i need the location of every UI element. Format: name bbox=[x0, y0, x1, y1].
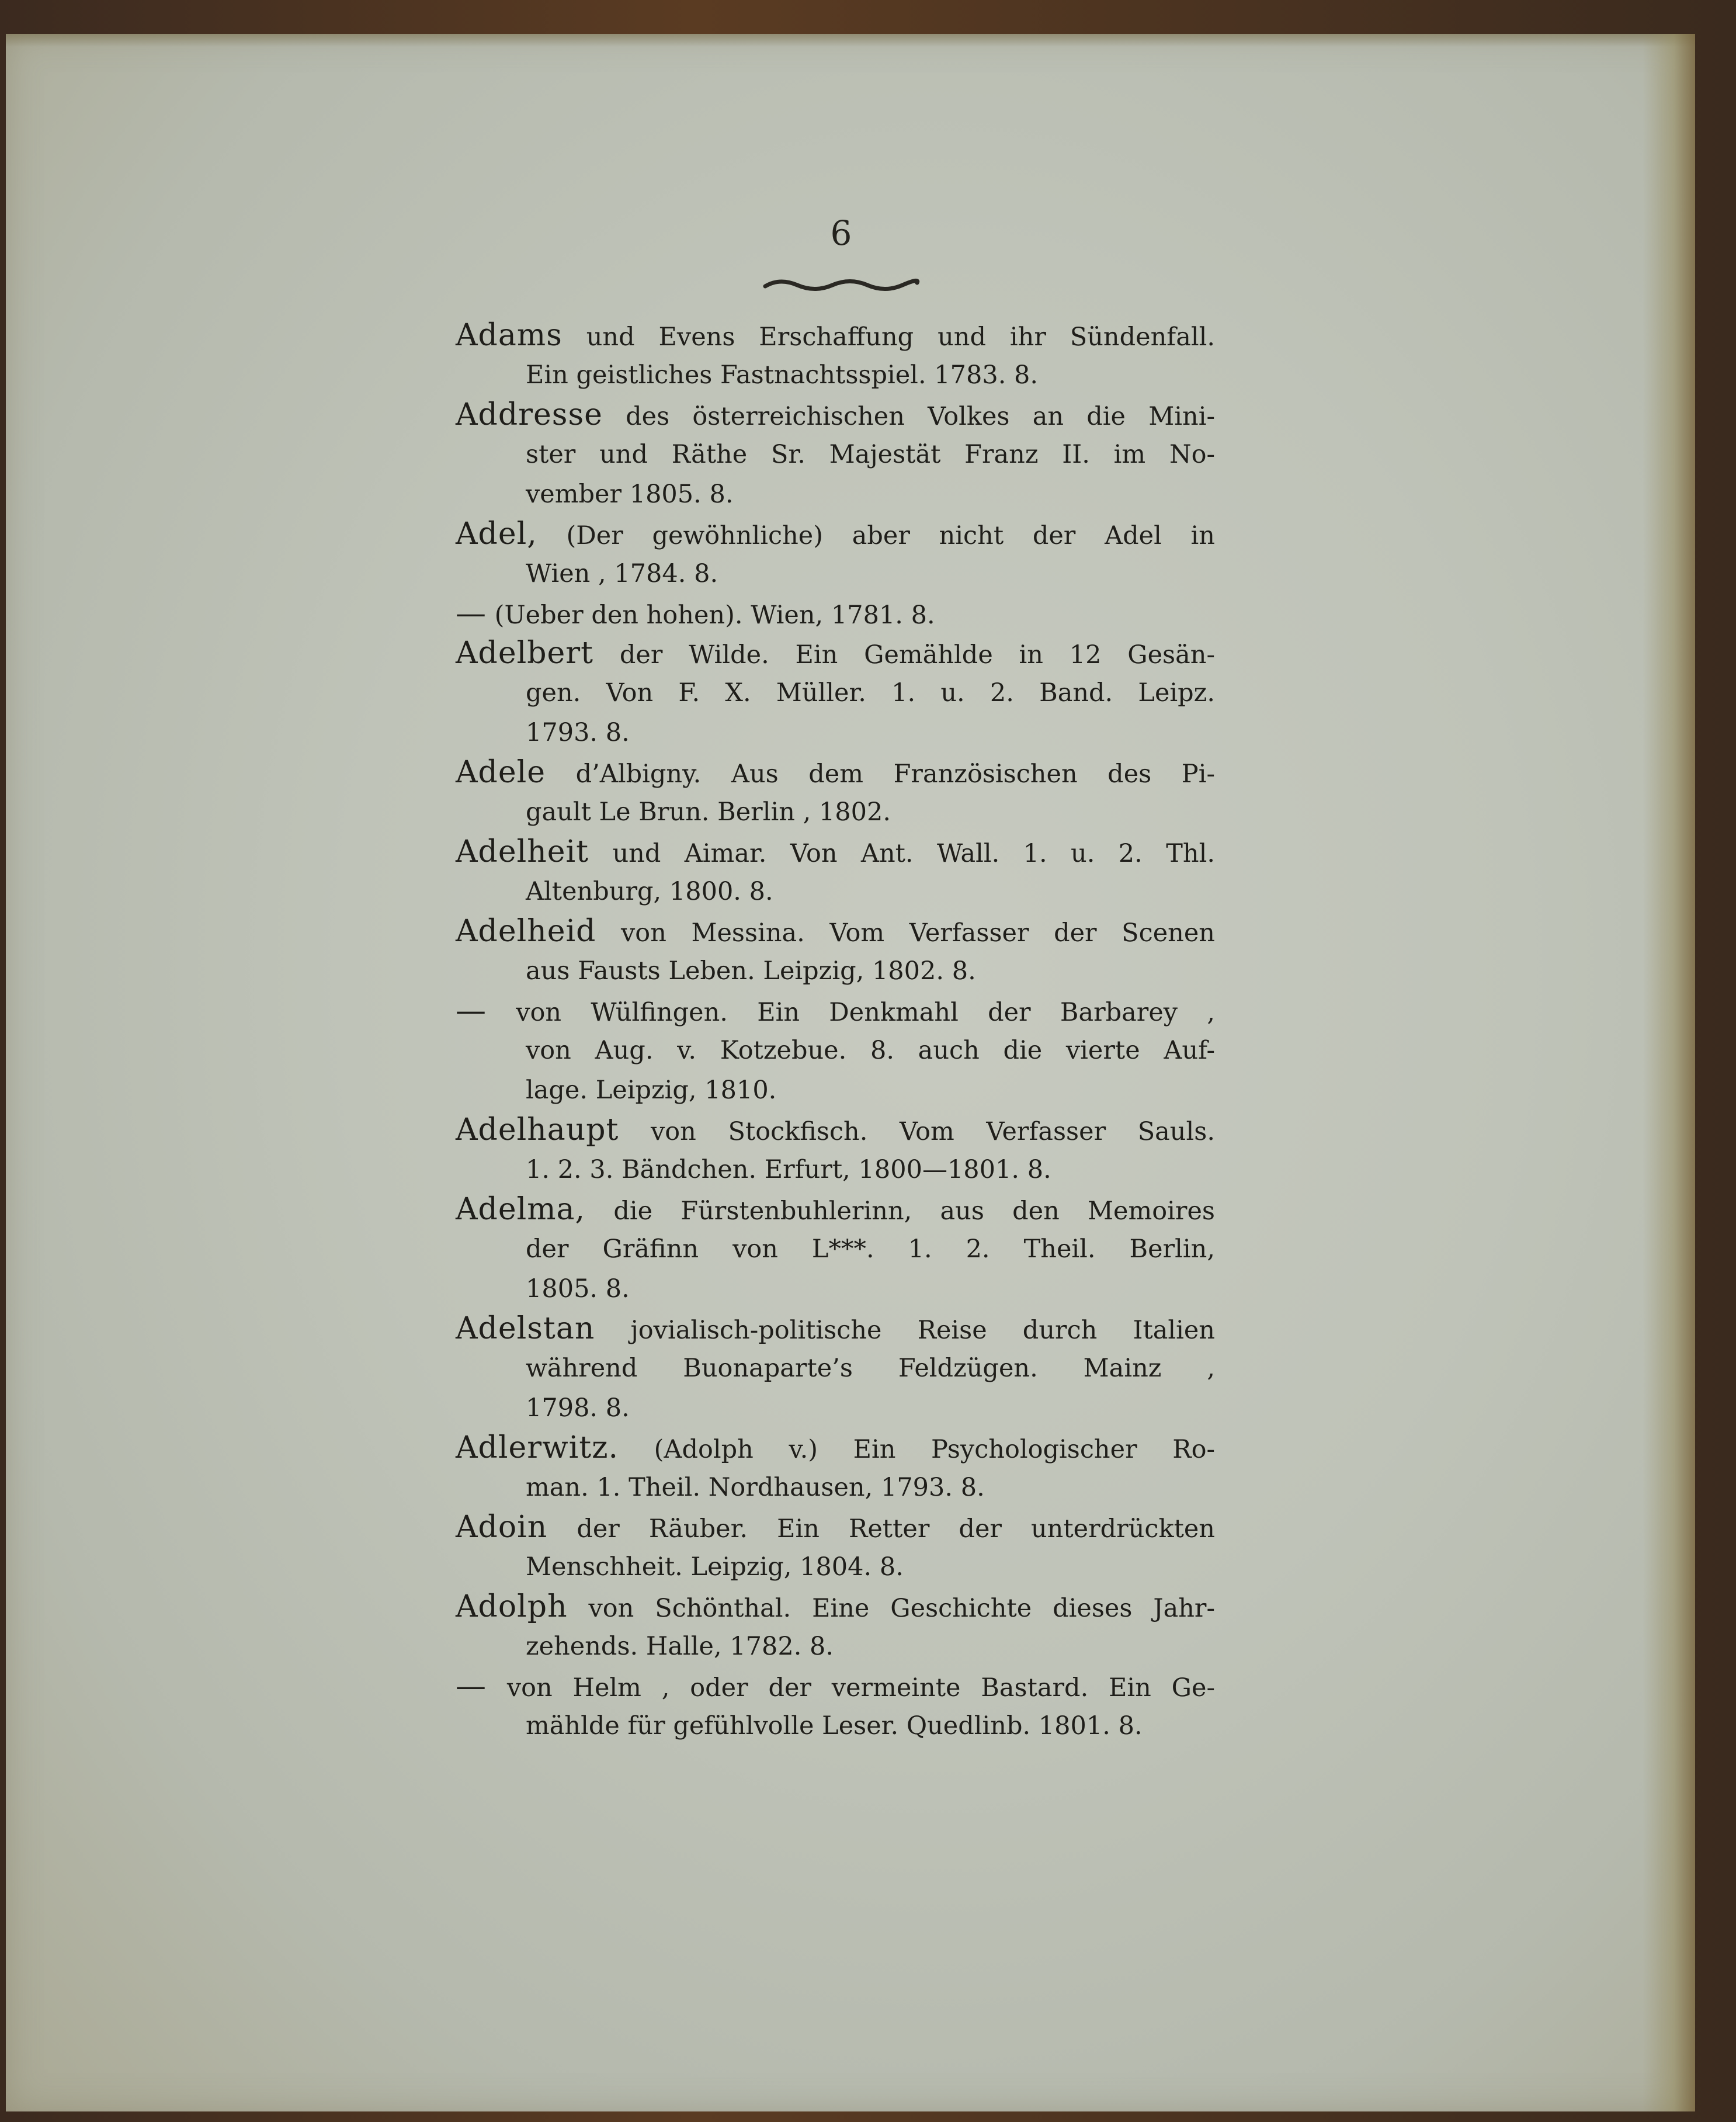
entry-text: und Evens Erschaffung und ihr Sündenfall. bbox=[586, 323, 1215, 352]
entry-text: des österreichischen Volkes an die Mini- bbox=[626, 402, 1215, 431]
entry-headword: Adolph bbox=[456, 1589, 568, 1624]
entry-text: man. 1. Theil. Nordhausen, 1793. 8. bbox=[526, 1473, 985, 1502]
entry-first-line bbox=[456, 1587, 1215, 1627]
bibliography-entry bbox=[456, 633, 1215, 753]
bibliography-entry bbox=[456, 594, 1215, 633]
entry-first-line bbox=[456, 1190, 1215, 1229]
entry-text: von Messina. Vom Verfasser der Scenen bbox=[621, 918, 1216, 948]
entry-headword: Adams bbox=[456, 318, 563, 353]
entry-text: d’Albigny. Aus dem Französischen des Pi- bbox=[575, 760, 1215, 789]
bibliography-entry bbox=[456, 1309, 1215, 1428]
entry-headword: Adoin bbox=[456, 1510, 548, 1545]
entry-continuation-line bbox=[456, 1468, 1215, 1507]
entry-continuation-line bbox=[456, 1627, 1215, 1666]
bibliography-entries bbox=[456, 315, 1215, 1746]
entry-continuation-line bbox=[456, 713, 1215, 753]
bibliography-entry bbox=[456, 1666, 1215, 1746]
entry-text: und Aimar. Von Ant. Wall. 1. u. 2. Thl. bbox=[612, 839, 1215, 868]
entry-text: gen. Von F. X. Müller. 1. u. 2. Band. Leipz. bbox=[526, 678, 1215, 708]
entry-headword: Adelheid bbox=[456, 914, 596, 949]
entry-text: von Schönthal. Eine Geschichte dieses Jahr- bbox=[588, 1594, 1216, 1623]
bibliography-entry bbox=[456, 1110, 1215, 1190]
entry-first-line bbox=[456, 1507, 1215, 1547]
entry-continuation-line bbox=[456, 1070, 1215, 1110]
entry-text: Wien , 1784. 8. bbox=[526, 559, 718, 588]
page-spine-shadow bbox=[1643, 34, 1695, 2111]
entry-text: von Aug. v. Kotzebue. 8. auch die vierte Auf- bbox=[526, 1036, 1215, 1065]
entry-text: Altenburg, 1800. 8. bbox=[526, 877, 773, 906]
page-top-edge bbox=[6, 34, 1695, 47]
entry-text: mählde für gefühlvolle Leser. Quedlinb. 1801. 8. bbox=[526, 1711, 1143, 1740]
entry-text: der Räuber. Ein Retter der unterdrückten bbox=[577, 1514, 1215, 1544]
entry-continuation-line bbox=[456, 1150, 1215, 1190]
entry-first-line bbox=[456, 1428, 1215, 1468]
entry-continuation-line bbox=[456, 355, 1215, 395]
entry-text: zehends. Halle, 1782. 8. bbox=[526, 1632, 834, 1661]
bibliography-entry bbox=[456, 1587, 1215, 1666]
entry-text: Menschheit. Leipzig, 1804. 8. bbox=[526, 1552, 904, 1582]
entry-headword: Adlerwitz. bbox=[456, 1430, 619, 1465]
entry-first-line bbox=[456, 991, 1215, 1031]
entry-continuation-line bbox=[456, 673, 1215, 713]
entry-first-line bbox=[456, 832, 1215, 872]
entry-headword: Adelma, bbox=[456, 1192, 586, 1227]
entry-first-line bbox=[456, 514, 1215, 554]
entry-headword: — bbox=[456, 1669, 487, 1704]
entry-continuation-line bbox=[456, 554, 1215, 594]
bibliography-entry bbox=[456, 1190, 1215, 1309]
entry-headword: Adelhaupt bbox=[456, 1112, 619, 1147]
entry-headword: Addresse bbox=[456, 397, 603, 432]
entry-continuation-line bbox=[456, 1388, 1215, 1428]
entry-text: 1805. 8. bbox=[526, 1274, 630, 1303]
entry-headword: Adelheit bbox=[456, 834, 589, 869]
entry-first-line bbox=[456, 395, 1215, 435]
entry-continuation-line bbox=[456, 1547, 1215, 1587]
entry-first-line bbox=[456, 753, 1215, 792]
entry-continuation-line bbox=[456, 435, 1215, 474]
entry-first-line bbox=[456, 1309, 1215, 1348]
entry-text: während Buonaparte’s Feldzügen. Mainz , bbox=[526, 1354, 1215, 1383]
entry-continuation-line bbox=[456, 474, 1215, 514]
entry-headword: Adele bbox=[456, 755, 546, 790]
entry-text: jovialisch-politische Reise durch Italien bbox=[630, 1316, 1216, 1345]
page-number: 6 bbox=[830, 213, 852, 253]
entry-text: (Der gewöhnliche) aber nicht der Adel in bbox=[566, 521, 1215, 550]
entry-first-line bbox=[456, 1110, 1215, 1150]
entry-text: der Gräfinn von L***. 1. 2. Theil. Berlin, bbox=[526, 1235, 1215, 1264]
entry-headword: — bbox=[456, 993, 487, 1028]
entry-headword: Adel, bbox=[456, 516, 537, 552]
entry-first-line bbox=[456, 1666, 1215, 1706]
entry-continuation-line bbox=[456, 872, 1215, 911]
entry-headword: Adelstan bbox=[456, 1311, 595, 1346]
bibliography-entry bbox=[456, 315, 1215, 395]
entry-text: lage. Leipzig, 1810. bbox=[526, 1076, 777, 1105]
entry-text: ster und Räthe Sr. Majestät Franz II. im No- bbox=[526, 440, 1215, 469]
entry-text: 1793. 8. bbox=[526, 718, 630, 747]
entry-continuation-line bbox=[456, 1031, 1215, 1070]
bibliography-entry bbox=[456, 395, 1215, 514]
entry-text: (Adolph v.) Ein Psychologischer Ro- bbox=[654, 1435, 1215, 1464]
bibliography-entry bbox=[456, 1428, 1215, 1507]
entry-text: der Wilde. Ein Gemählde in 12 Gesän- bbox=[619, 640, 1215, 670]
bibliography-entry bbox=[456, 1507, 1215, 1587]
bibliography-entry bbox=[456, 991, 1215, 1110]
entry-continuation-line bbox=[456, 951, 1215, 991]
tilde-ornament bbox=[762, 275, 920, 292]
entry-continuation-line bbox=[456, 792, 1215, 832]
entry-first-line bbox=[456, 594, 1215, 633]
entry-text: Ein geistliches Fastnachtsspiel. 1783. 8. bbox=[526, 360, 1039, 390]
bibliography-entry bbox=[456, 832, 1215, 911]
entry-text: vember 1805. 8. bbox=[526, 480, 734, 509]
entry-text: die Fürstenbuhlerinn, aus den Memoires bbox=[613, 1197, 1215, 1226]
entry-first-line bbox=[456, 911, 1215, 951]
entry-continuation-line bbox=[456, 1269, 1215, 1309]
bibliography-entry bbox=[456, 514, 1215, 594]
entry-continuation-line bbox=[456, 1706, 1215, 1746]
entry-continuation-line bbox=[456, 1348, 1215, 1388]
entry-headword: Adelbert bbox=[456, 636, 594, 671]
entry-text: (Ueber den hohen). Wien, 1781. 8. bbox=[494, 601, 935, 630]
entry-text: 1798. 8. bbox=[526, 1393, 630, 1423]
entry-text: gault Le Brun. Berlin , 1802. bbox=[526, 798, 891, 827]
entry-first-line bbox=[456, 315, 1215, 355]
bibliography-entry bbox=[456, 911, 1215, 991]
entry-first-line bbox=[456, 633, 1215, 673]
entry-headword: — bbox=[456, 596, 487, 631]
entry-text: von Helm , oder der vermeinte Bastard. Ein Ge- bbox=[506, 1673, 1215, 1703]
entry-text: aus Fausts Leben. Leipzig, 1802. 8. bbox=[526, 956, 976, 986]
entry-text: von Wülfingen. Ein Denkmahl der Barbarey , bbox=[516, 998, 1215, 1027]
entry-text: von Stockfisch. Vom Verfasser Sauls. bbox=[651, 1117, 1215, 1146]
entry-continuation-line bbox=[456, 1229, 1215, 1269]
entry-text: 1. 2. 3. Bändchen. Erfurt, 1800—1801. 8. bbox=[526, 1155, 1051, 1184]
bibliography-entry bbox=[456, 753, 1215, 832]
